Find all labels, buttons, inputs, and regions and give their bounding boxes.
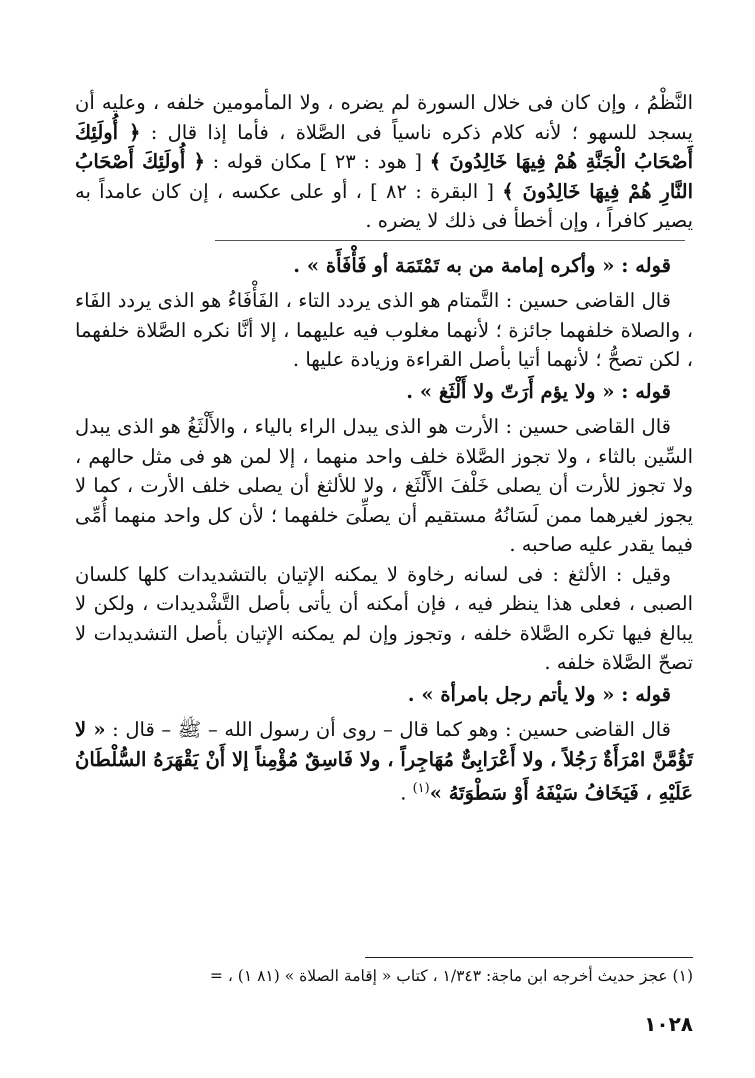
qawluh-heading-1	[75, 251, 693, 281]
main-text	[75, 88, 693, 808]
qawluh-heading-3	[75, 680, 693, 710]
paragraph-3: قال القاضى حسين : الأرت هو الذى يبدل الراء بالياء ، والأَلْثَغُ هو الذى يبدل السِّين بالثاء ، ولا تجوز الصَّلاة خلف واحد منهما ، إلا لمن هو فى مثل حالهم ، ولا تجوز للأرت أن يصلى خَلْفَ الأَلْثَغ ، ولا للألثغ أن يصلى خلف الأرت ، كما لا يجوز لغيرهما ممن لَسَانُهُ مستقيم أن يصلِّىَ خلفهما ؛ لأن كل واحد منهما أُمِّى فيما يقدر عليه صاحبه .	[75, 415, 693, 556]
page-number: ١٠٢٨	[644, 1012, 693, 1036]
qawluh-heading-2	[75, 377, 693, 407]
footnote: (١) عجز حديث أخرجه ابن ماجة: ١/٣٤٣ ، كتاب « إقامة الصلاة » (٨١ ١) ، =	[209, 967, 693, 985]
paragraph-1	[75, 88, 693, 236]
paragraph-2: قال القاضى حسين : التَّمتام هو الذى يردد التاء ، الفَأْفَاءُ هو الذى يردد الفَاء ، والصلاة خلفهما جائزة ؛ لأنهما مغلوب فيه عليهما ، إلا أنَّا نكره الصَّلاة خلفهما ، لكن تصحُّ ؛ لأنهما أتيا بأصل القراءة وزيادة عليها .	[75, 289, 693, 371]
separator-line	[215, 240, 685, 241]
qawluh-text: « ولا يأتم رجل بامرأة » .	[407, 682, 615, 706]
footnote-divider	[365, 957, 693, 958]
quran-verse-baqara: ﴿ أُولَئِكَ أَصْحَابُ النَّارِ هُمْ فِيهَا خَالِدُونَ ﴾	[75, 150, 693, 203]
paragraph-1-mid: [ هود : ٢٣ ] مكان قوله :	[204, 150, 430, 173]
paragraph-5-end: .	[400, 781, 413, 805]
paragraph-5-start: قال القاضى حسين : وهو كما قال – روى أن رسول الله – ﷺ – قال :	[105, 718, 671, 741]
paragraph-4: وقيل : الألثغ : فى لسانه رخاوة لا يمكنه الإتيان بالتشديدات كلها كلسان الصبى ، فعلى هذا ينظر فيه ، فإن أمكنه أن يأتى بأصل التَّشْديدات ، ولكن لا يبالغ فيها تكره الصَّلاة خلفه ، وتجوز وإن لم يمكنه الإتيان بأصل التشديدات لا تصحّ الصَّلاة خلفه .	[75, 562, 693, 674]
qawluh-label: قوله :	[621, 682, 671, 706]
hadith-text: « لا تَؤُمَّنَّ امْرَأَةٌ رَجُلاً ، ولا أَعْرَابِىٌّ مُهَاجِراً ، ولا فَاسِقٌ مُؤْمِناً إلا أَنْ يَقْهَرَهُ السُّلْطَانُ عَلَيْهِ ، فَيَخَافُ سَيْفَهُ أَوْ سَطْوَتَهُ »	[75, 718, 693, 805]
qawluh-text: « ولا يؤم أَرَتّ ولا أَلْثَغ » .	[406, 379, 615, 403]
qawluh-text: « وأكره إمامة من به تَمْتَمَة أو فَأْفَأَة » .	[293, 253, 615, 277]
paragraph-1-start: النَّظْمُ ، وإن كان فى خلال السورة لم يضره ، ولا المأمومين خلفه ، وعليه أن يسجد للسهو ؛ لأنه كلام ذكره ناسياً فى الصَّلاة ، فأما إذا قال :	[75, 91, 694, 144]
quran-verse-hud: ﴿ أُولَئِكَ أَصْحَابُ الْجَنَّةِ هُمْ فِيهَا خَالِدُونَ ﴾	[75, 120, 693, 173]
qawluh-label: قوله :	[621, 253, 671, 277]
footnote-reference[interactable]: (١)	[412, 781, 430, 796]
paragraph-5	[75, 715, 693, 808]
paragraph-1-end: [ البقرة : ٨٢ ] ، أو على عكسه ، إن كان عامداً به يصير كافراً ، وإن أخطأ فى ذلك لا يضره .	[75, 179, 693, 232]
qawluh-label: قوله :	[621, 379, 671, 403]
